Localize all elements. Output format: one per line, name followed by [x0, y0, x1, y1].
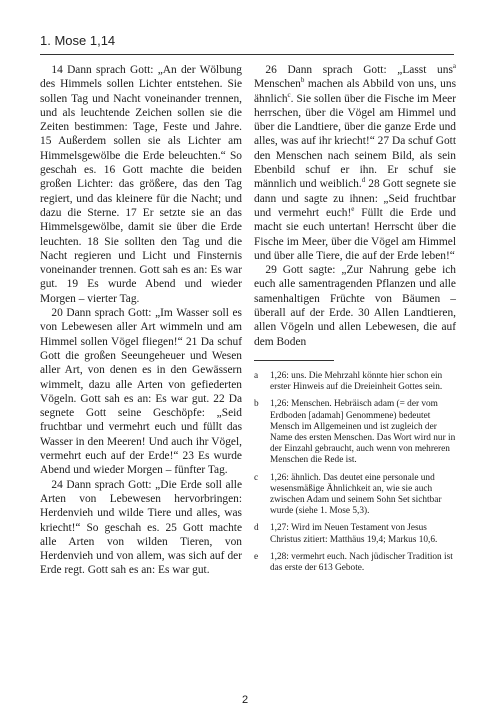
footnote-label: e	[254, 551, 259, 562]
footnote-text: 1,27: Wird im Neuen Testament von Jesus Christus zitiert: Matthäus 19,4; Markus 10,6.	[270, 523, 438, 545]
footnote-text: 1,26: ähnlich. Das deutet eine personale und wesensmäßige Ähnlichkeit an, wie sie auch zwischen Adam und seinem Sohn Set sichtbar wurde (siehe 1. Mose 5,3).	[270, 472, 442, 517]
footnote-label: b	[254, 399, 259, 410]
footnote-e	[254, 552, 456, 574]
footnote-label: c	[254, 472, 259, 483]
right-column	[254, 63, 456, 580]
paragraph-verses-29-30: 29 Gott sagte: „Zur Nahrung gebe ich euch alle samentragenden Pflanzen und alle samenhaltigen Früchte von Bäumen – überall auf der Erde. 30 Allen Landtieren, allen Vögeln und allen Lebewesen, die auf dem Boden	[254, 264, 456, 348]
footnote-d	[254, 523, 456, 545]
footnote-label: a	[254, 370, 259, 381]
text-columns	[40, 63, 456, 678]
footnote-label: d	[254, 523, 259, 534]
page-number: 2	[241, 694, 249, 706]
paragraph-verses-20-23: 20 Dann sprach Gott: „Im Wasser soll es von Lebewesen aller Art wimmeln und am Himmel sollen Vögel fliegen!“ 21 Da schuf Gott die großen Seeungeheuer und Wesen aller Art, von denen es in den Gewässern wimmelt, dazu alle Arten von gefiederten Vögeln. Gott sah es an: Es war gut. 22 Da segnete Gott seine Geschöpfe: „Seid fruchtbar und vermehrt euch und füllt das Wasser in den Meeren! Und auch ihr Vögel, vermehrt euch auf der Erde!“ 23 Es wurde Abend und wieder Morgen – fünfter Tag.	[40, 307, 242, 477]
footnote-marker: a	[452, 62, 456, 71]
paragraph-verses-14-19: 14 Dann sprach Gott: „An der Wölbung des Himmels sollen Lichter entstehen. Sie sollen Tag und Nacht voneinander trennen, und als leuchtende Zeichen sollen sie die Zeiten bestimmen: Tage, Feste und Jahre. 15 Außerdem sollen sie als Lichter am Himmelsgewölbe die Erde beleuchten.“ So geschah es. 16 Gott machte die beiden großen Lichter: das größere, das den Tag regiert, und das kleinere für die Nacht; und dazu die Sterne. 17 Er setzte sie an das Himmelsgewölbe, damit sie über die Erde leuchten. 18 Sie sollten den Tag und die Nacht regieren und Licht und Finsternis voneinander trennen. Gott sah es an: Es war gut. 19 Es wurde Abend und wieder Morgen – vierter Tag.	[40, 64, 242, 305]
footnote-marker: b	[300, 76, 305, 85]
paragraph-verses-26-28: 26 Dann sprach Gott: „Lasst uns$^a$ Menschen$^b$ machen als Abbild von uns, uns ähnlich$^c$. Sie sollen über die Fische im Meer herrschen, über die Vögel am Himmel und über die Landtiere, über die ganze Erde und alles, was auf ihr kriecht!“ 27 Da schuf Gott den Menschen nach seinem Bild, als sein Ebenbild schuf er ihn. Er schuf sie männlich und weiblich.$^d$ 28 Gott segnete sie dann und sagte zu ihnen: „Seid fruchtbar und vermehrt euch!$^e$ Füllt die Erde und macht sie euch untertan! Herrscht über die Fische im Meer, über die Vögel am Himmel und über alle Tiere, die auf der Erde leben!“	[254, 62, 456, 262]
footnote-c	[254, 473, 456, 518]
running-header-title: 1. Mose 1,14	[40, 33, 116, 48]
left-column	[40, 63, 242, 578]
footnote-marker: d	[361, 176, 366, 185]
footnote-marker: e	[351, 205, 355, 214]
footnote-a	[254, 371, 456, 393]
footnote-separator	[254, 360, 334, 361]
footnote-text: 1,28: vermehrt euch. Nach jüdischer Tradition ist das erste der 613 Gebote.	[270, 551, 453, 573]
running-header	[40, 30, 454, 55]
paragraph-verses-24-25: 24 Dann sprach Gott: „Die Erde soll alle Arten von Lebewesen hervorbringen: Herdenvieh und wilde Tiere und alles, was kriecht!“ So geschah es. 25 Gott machte alle Arten von wilden Tieren, von Herdenvieh und von allem, was sich auf der Erde regt. Gott sah es an: Es war gut.	[40, 478, 242, 577]
footnotes	[254, 371, 456, 574]
footnote-text: 1,26: Menschen. Hebräisch adam (= der vom Erdboden [adamah] Genommene) bedeutet Mensch im Allgemeinen und ist zugleich der Name des ersten Menschen. Das Wort wird nur in der Einzahl gebraucht, auch wenn von mehreren Menschen die Rede ist.	[270, 399, 456, 466]
footnote-b	[254, 399, 456, 466]
footnote-marker: c	[287, 90, 291, 99]
footnote-text: 1,26: uns. Die Mehrzahl könnte hier schon ein erster Hinweis auf die Dreieinheit Gottes sein.	[270, 370, 443, 393]
